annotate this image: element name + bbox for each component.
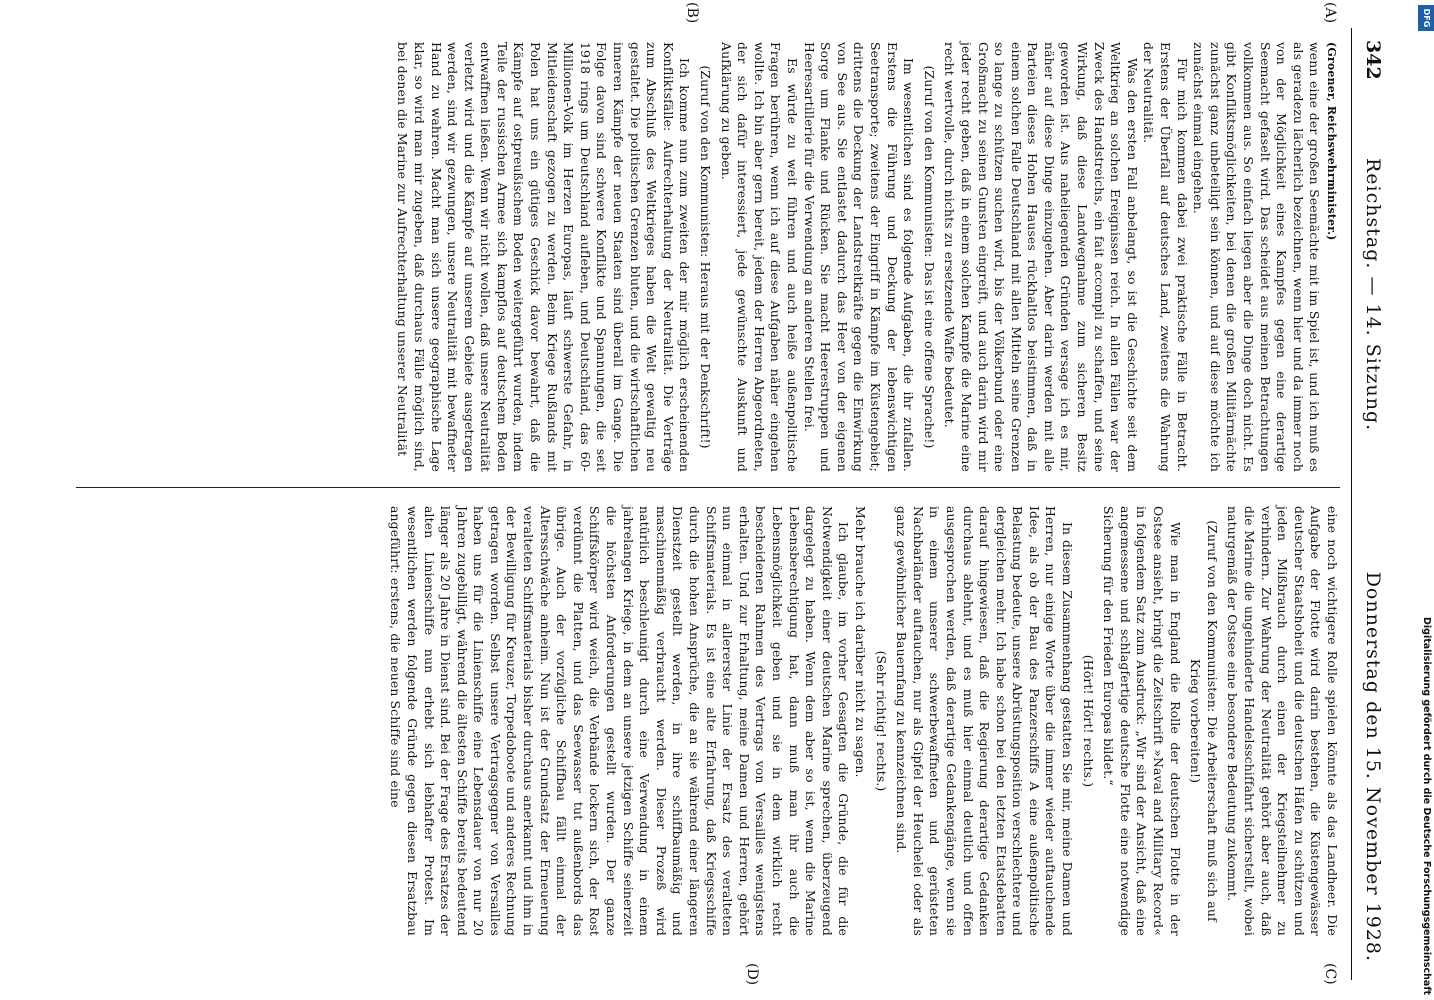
- page-upright-frame: [70, 2, 1400, 986]
- margin-marker-a: (A): [1322, 2, 1338, 24]
- paragraph: Ich glaube, im vorher Gesagten die Gründe, die für die Notwendigkeit einer deutschen Marine sprechen, überzeugend dargelegt zu haben. Wenn dem aber so ist, wenn die Marine Lebensberechtigung hat, dann muß man ihr auch die Lebensmöglichkeit geben und sie in dem wirklich recht bescheidenen Rahmen des Vertrags von Versailles wenigstens erhalten. Und zur Erhaltung, meine Damen und Herren, gehört nun einmal in allererster Linie der Ersatz des veralteten Schiffsmaterials. Es ist eine alte Erfahrung, daß Kriegsschiffe durch die hohen Ansprüche, die an sie während einer längeren Dienstzeit gestellt werden, in ihre schiffbaumäßig und maschinenmäßig verbraucht werden. Dieser Prozeß wird natürlich beschleunigt durch eine Verwendung in einem jahrelangen Kriege, in dem an unsere jetzigen Schiffe seinerzeit die höchsten Anforderungen gestellt wurden. Der ganze Schiffskörper wird weich, die Verbände lockern sich, der Rost verdünnt die Platten, und das Seewasser tut außenbords das übrige. Auch der vorzügliche Schiffbau fällt einmal der Altersschwäche anheim. Nun ist der Grundsatz der Erneuerung veralteten Schiffsmaterials bisher durchaus anerkannt und ihm in der Bewilligung für Kreuzer, Torpedoboote und anderes Rechnung getragen worden. Selbst unsere Vertragsgegner von Versailles haben uns für die Linienschiffe eine Lebensdauer von nur 20 Jahren zugebilligt, während die ältesten Schiffe bereits bedeutend länger als 20 Jahre in Dienst sind. Bei der Frage des Ersatzes der alten Linienschiffe nun erhebt sich lebhafter Protest. Im wesentlichen werden folgende Gründe gegen diesen Ersatzbau angeführt: erstens, die neuen Schiffe sind eine: [388, 506, 852, 936]
- session-date: Donnerstag den 15. November 1928.: [1362, 571, 1384, 962]
- paragraph: wenn eine der großen Seemächte mit im Spiel ist, und ich muß es als geradezu lächerlich bezeichnen, wenn hier und da immer noch von der Möglichkeit eines Kampfes gegen eine derartige Seemacht gefaselt wird. Das scheidet aus meinen Betrachtungen vollkommen aus. So einfach liegen aber die Dinge doch nicht. Es gibt Konfliktsmöglichkeiten, bei denen die großen Militärmächte zunächst ganz unbeteiligt sein können, und auf diese möchte ich zunächst einmal eingehen.: [1191, 42, 1323, 472]
- page-header: [1351, 28, 1392, 980]
- paragraph: Für mich kommen dabei zwei praktische Fälle in Betracht. Erstens der Überfall auf deutsches Land, zweitens die Wahrung der Neutralität.: [1141, 42, 1190, 472]
- paragraph: In diesem Zusammenhang gestatten Sie mir, meine Damen und Herren, nur einige Worte über die immer wieder auftauchende Idee, als ob der Bau des Panzerschiffs A eine außenpolitische Belastung bedeute, unsere Abrüstungsposition verschlechtere und dergleichen mehr. Ich habe schon bei den letzten Etatsdebatten darauf hingewiesen, daß die Regierung derartige Gedanken durchaus ablehnt, und es muß hier einmal deutlich und offen ausgesprochen werden, daß derartige Gedankengänge, wenn sie in einem unserer schwerbewaffneten und gerüsteten Nachbarländer auftauchen, nur als Gipfel der Heuchelei oder als ganz gewöhnlicher Bauernfang zu kennzeichnen sind.: [894, 506, 1076, 936]
- interjection: (Zuruf von den Kommunisten: Das ist eine offene Sprache!): [921, 65, 937, 449]
- paragraph: Wie man in England die Rolle der deutschen Flotte in der Ostsee ansieht, bringt die Zeitschrift »Naval and Military Record« in folgendem Satz zum Ausdruck: „Wir sind der Ansicht, daß eine angemessene und schlagfertige deutsche Flotte eine notwendige Sicherung für den Frieden Europas bildet.“: [1101, 506, 1183, 936]
- digitization-credit: [1418, 5, 1434, 995]
- credit-text: Digitalisierung gefördert durch die Deutsche Forschungsgemeinschaft: [1421, 617, 1432, 995]
- dfg-logo: DFG: [1418, 5, 1434, 31]
- column-divider: [76, 487, 1340, 488]
- scanned-page: [70, 2, 1400, 986]
- paragraph: eine noch wichtigere Rolle spielen könnte als das Landheer. Die Aufgabe der Flotte wird darin bestehen, die Küstengewässer deutscher Staatshoheit und die deutschen Häfen zu schützen und jeden Mißbrauch durch einen der Kriegsteilnehmer zu verhindern. Zur Wahrung der Neutralität gehört aber auch, daß die Marine die ungehinderte Handelsschiffahrt sicherstellt, wobei naturgemäß der Ostsee eine besondere Bedeutung zukommt.: [1225, 506, 1340, 936]
- page-number: 342: [1362, 40, 1384, 80]
- paragraph: Es würde zu weit führen und auch heiße außenpolitische Fragen berühren, wenn ich auf diese Aufgaben näher eingehen wollte. Ich bin aber gern bereit, jedem der Herren Abgeordneten, der sich dafür interessiert, jede gewünschte Auskunft und Aufklärung zu geben.: [718, 42, 800, 472]
- margin-marker-b: (B): [684, 2, 700, 24]
- paragraph: Im wesentlichen sind es folgende Aufgaben, die ihr zufallen. Erstens die Führung und Deckung der lebenswichtigen Seetransporte; zweitens der Eingriff in Kämpfe im Küstengebiet; drittens die Deckung der Landstreitkräfte gegen die Einwirkung von See aus. Sie entlastet dadurch das Heer von der eigenen Sorge um Flanke und Rücken. Sie macht Heerestruppen und Heeresartillerie für die Verwendung an anderen Stellen frei.: [801, 42, 917, 472]
- interjection: (Zuruf von den Kommunisten: Die Arbeiterschaft muß sich auf Krieg vorbereiten!): [1188, 520, 1220, 922]
- paragraph: Was den ersten Fall anbelangt, so ist die Geschichte seit dem Weltkrieg an solchen Ereignissen reich. In allen Fällen war der Zweck des Handstreichs, ein fait accompli zu schaffen, und seine Wirkung, daß diese Landwegnahme zum sicheren Besitz geworden ist. Aus naheliegenden Gründen versage ich es mir, näher auf diese Dinge einzugehen. Aber darin werden mit alle Parteien dieses Hohen Hauses rückhaltlos beistimmen, daß in einem solchen Falle Deutschland mit allen Mitteln seine Grenzen so lange zu schützen suchen wird, bis der Völkerbund oder eine Großmacht zu seinen Gunsten eingreift, und auch darin wird mir jeder recht geben, daß in einem solchen Kampfe die Marine eine recht wertvolle, durch nichts zu ersetzende Waffe bedeutet.: [942, 42, 1140, 472]
- interjection: (Hört! Hört! rechts.): [1080, 654, 1096, 788]
- paragraph: Ich komme nun zum zweiten der mir möglich erscheinenden Konfliktsfälle: Aufrechterhaltung der Neutralität. Die Verträge zum Abschluß des Weltkrieges haben die Welt gewaltig neu gestaltet. Die politischen Grenzen bluten, und die wirtschaftlichen inneren Kämpfe der neuen Staaten sind überall im Gange. Die Folge davon sind schwere Konflikte und Spannungen, die seit 1918 rings um Deutschland aufleben, und Deutschland, das 60-Millionen-Volk im Herzen Europas, läuft schwerste Gefahr, in Mitleidenschaft gezogen zu werden. Beim Kriege Rußlands mit Polen hat uns ein gütiges Geschick davor bewahrt, daß die Kämpfe auf ostpreußischem Boden weitergeführt wurden, indem Teile der russischen Armee sich kampflos auf deutschem Boden entwaffnen ließen. Wenn wir nicht wollen, daß unsere Neutralität verletzt wird und die Kämpfe auf unserem Gebiete ausgetragen werden, sind wir gezwungen, unsere Neutralität mit bewaffneter Hand zu wahren. Macht man sich unsere geographische Lage klar, so wird man mir zugeben, daß durchaus Fälle möglich sind, bei denen die Marine zur Aufrechterhaltung unserer Neutralität: [395, 42, 693, 472]
- right-column: [76, 506, 1340, 936]
- margin-marker-c: (C): [1322, 963, 1338, 985]
- interjection: (Sehr richtig! rechts.): [873, 650, 889, 792]
- margin-marker-d: (D): [744, 963, 760, 986]
- session-title: Reichstag. — 14. Sitzung.: [1362, 158, 1384, 432]
- paragraph: Mehr brauche ich darüber nicht zu sagen.: [852, 506, 868, 778]
- interjection: (Zuruf von den Kommunisten: Heraus mit der Denkschrift!): [698, 65, 714, 449]
- left-column: [76, 42, 1340, 472]
- speaker-label: (Groener, Reichswehrminister.): [1325, 42, 1338, 241]
